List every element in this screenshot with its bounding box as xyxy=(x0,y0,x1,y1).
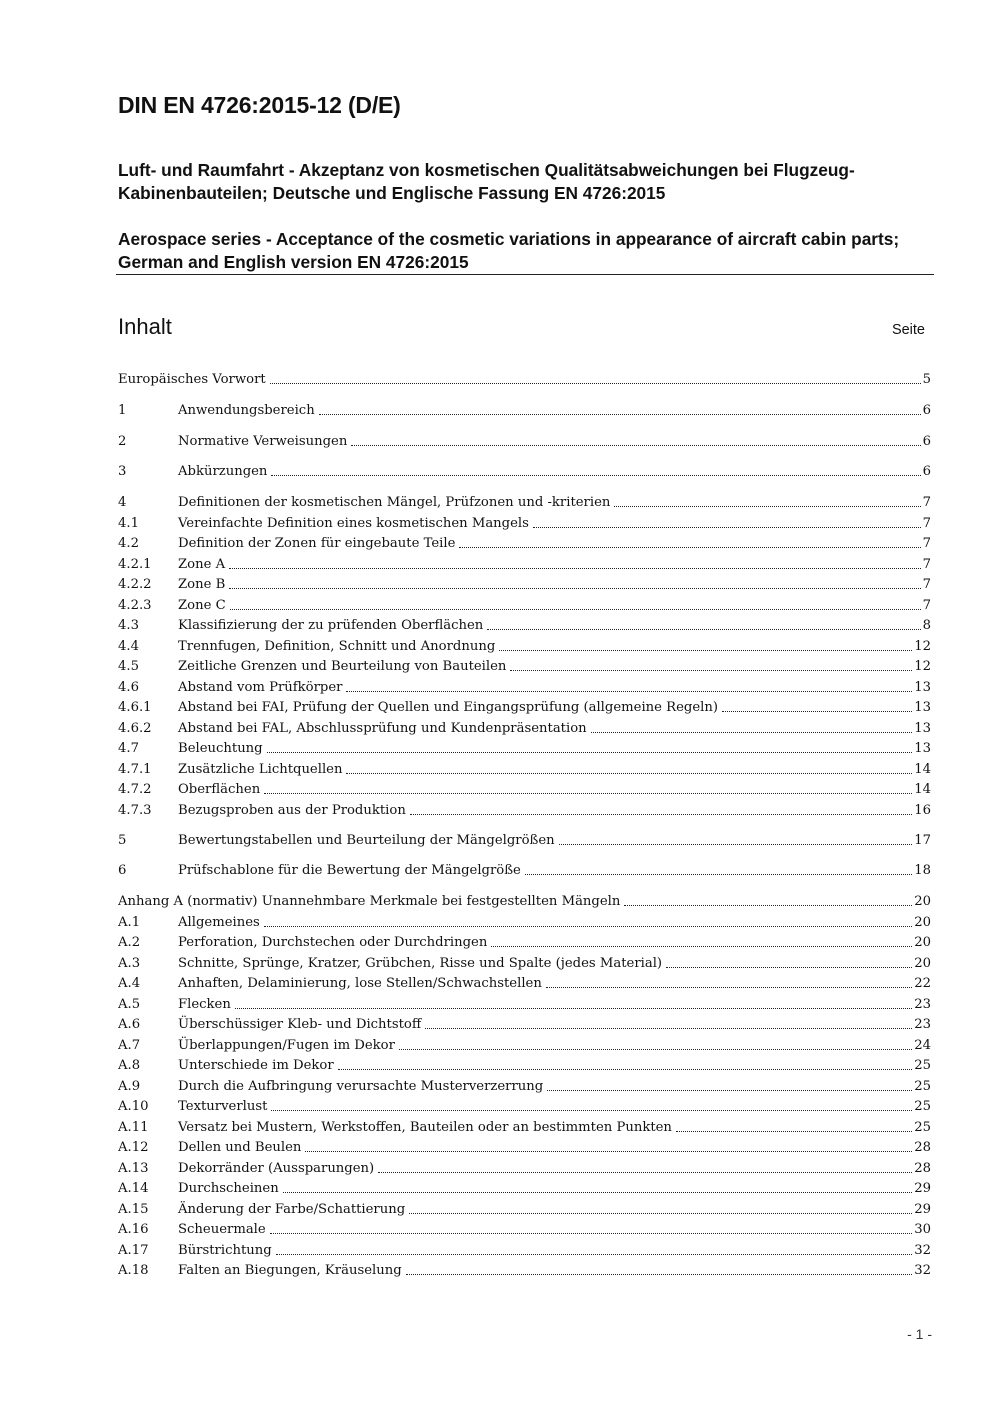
toc-entry-page: 32 xyxy=(914,1243,931,1258)
toc-entry-number: A.16 xyxy=(118,1222,149,1237)
toc-entry-number: 4.6.1 xyxy=(118,700,152,715)
toc-entry[interactable] xyxy=(118,760,931,780)
toc-entry[interactable] xyxy=(118,493,931,513)
toc-entry-number: A.8 xyxy=(118,1058,141,1073)
toc-entry-line xyxy=(178,1077,931,1097)
toc-entry-number: 4.7 xyxy=(118,741,139,756)
toc-entry-title: Perforation, Durchstechen oder Durchdringen xyxy=(178,935,488,950)
toc-entry[interactable] xyxy=(118,739,931,759)
toc-entry-title: Oberflächen xyxy=(178,782,261,797)
toc-entry-title: Texturverlust xyxy=(178,1099,268,1114)
toc-entry[interactable] xyxy=(118,780,931,800)
toc-entry-title: Allgemeines xyxy=(178,915,260,930)
toc-entry-page: 12 xyxy=(914,639,931,654)
toc-entry-number: A.11 xyxy=(118,1120,149,1135)
toc-dot-leader xyxy=(270,1220,913,1234)
toc-dot-leader xyxy=(346,678,912,692)
toc-entry-number: A.9 xyxy=(118,1079,141,1094)
toc-entry-page: 23 xyxy=(914,997,931,1012)
toc-entry-number: 4.5 xyxy=(118,659,139,674)
toc-dot-leader xyxy=(546,974,912,988)
toc-entry-line xyxy=(178,575,931,595)
toc-entry[interactable] xyxy=(118,1241,931,1261)
toc-entry-number: 3 xyxy=(118,464,127,479)
toc-entry-number: 4.1 xyxy=(118,516,139,531)
toc-entry-title: Scheuermale xyxy=(178,1222,266,1237)
toc-entry-page: 30 xyxy=(914,1222,931,1237)
toc-entry-number: A.12 xyxy=(118,1140,149,1155)
toc-entry-page: 20 xyxy=(914,935,931,950)
toc-entry-page: 25 xyxy=(914,1079,931,1094)
toc-entry-title: Versatz bei Mustern, Werkstoffen, Bauteilen oder an bestimmten Punkten xyxy=(178,1120,672,1135)
toc-dot-leader xyxy=(264,913,912,927)
toc-entry-title: Dellen und Beulen xyxy=(178,1140,302,1155)
toc-entry[interactable] xyxy=(118,974,931,994)
toc-entry-number: 4.2.1 xyxy=(118,557,152,572)
toc-entry[interactable] xyxy=(118,719,931,739)
toc-entry-number: 2 xyxy=(118,434,127,449)
header-divider xyxy=(116,274,934,275)
toc-dot-leader xyxy=(264,780,912,794)
toc-entry[interactable] xyxy=(118,1097,931,1117)
toc-entry-line xyxy=(178,1097,931,1117)
toc-dot-leader xyxy=(491,933,912,947)
toc-entry-page: 28 xyxy=(914,1140,931,1155)
toc-entry[interactable] xyxy=(118,913,931,933)
toc-entry[interactable] xyxy=(118,555,931,575)
toc-entry-title: Zeitliche Grenzen und Beurteilung von Bauteilen xyxy=(178,659,507,674)
toc-entry[interactable] xyxy=(118,1118,931,1138)
toc-entry-page: 25 xyxy=(914,1099,931,1114)
toc-entry-line xyxy=(178,995,931,1015)
toc-entry-line xyxy=(178,1200,931,1220)
toc-dot-leader xyxy=(425,1015,912,1029)
toc-entry[interactable] xyxy=(118,1138,931,1158)
toc-dot-leader xyxy=(346,760,912,774)
toc-entry-line xyxy=(178,913,931,933)
toc-entry-number: A.7 xyxy=(118,1038,141,1053)
toc-dot-leader xyxy=(459,534,920,548)
toc-entry-number: A.6 xyxy=(118,1017,141,1032)
toc-entry-line xyxy=(178,1220,931,1240)
toc-entry[interactable] xyxy=(118,514,931,534)
toc-entry[interactable] xyxy=(118,801,931,821)
toc-entry-page: 14 xyxy=(914,782,931,797)
toc-dot-leader xyxy=(614,493,920,507)
toc-page-column-label: Seite xyxy=(891,322,925,338)
toc-entry-page: 7 xyxy=(922,495,931,510)
toc-entry-title: Definition der Zonen für eingebaute Teile xyxy=(178,536,456,551)
title-english: Aerospace series - Acceptance of the cosmetic variations in appearance of aircraft cabin parts; German and English version EN 4726:2015 xyxy=(118,229,900,272)
toc-entry-number: 4.7.3 xyxy=(118,803,152,818)
toc-entry-line xyxy=(178,954,931,974)
toc-entry-line xyxy=(178,534,931,554)
toc-entry-page: 12 xyxy=(914,659,931,674)
toc-entry[interactable] xyxy=(118,1220,931,1240)
toc-entry-page: 7 xyxy=(922,577,931,592)
toc-entry-title: Zusätzliche Lichtquellen xyxy=(178,762,343,777)
toc-entry-line xyxy=(178,596,931,616)
toc-entry-number: 4.7.1 xyxy=(118,762,152,777)
toc-entry-line xyxy=(178,739,931,759)
toc-entry-title: Schnitte, Sprünge, Kratzer, Grübchen, Risse und Spalte (jedes Material) xyxy=(178,956,663,971)
toc-dot-leader xyxy=(406,1261,913,1275)
toc-entry-number: A.1 xyxy=(118,915,141,930)
toc-entry[interactable] xyxy=(118,1015,931,1035)
toc-entry-line xyxy=(178,1036,931,1056)
toc-entry-page: 16 xyxy=(914,803,931,818)
toc-entry-number: 4 xyxy=(118,495,127,510)
toc-entry-title: Dekorränder (Aussparungen) xyxy=(178,1161,375,1176)
toc-entry-line xyxy=(178,657,931,677)
toc-entry[interactable] xyxy=(118,575,931,595)
toc-entry-title: Normative Verweisungen xyxy=(178,434,348,449)
toc-entry[interactable] xyxy=(118,1077,931,1097)
toc-entry-line xyxy=(178,637,931,657)
toc-dot-leader xyxy=(525,861,912,875)
toc-entry-number: A.5 xyxy=(118,997,141,1012)
toc-entry-number: A.4 xyxy=(118,976,141,991)
toc-entry[interactable] xyxy=(118,462,931,482)
toc-entry-line xyxy=(178,1138,931,1158)
toc-entry-page: 25 xyxy=(914,1120,931,1135)
toc-entry-number: A.13 xyxy=(118,1161,149,1176)
toc-entry-page: 18 xyxy=(914,863,931,878)
toc-entry-title: Definitionen der kosmetischen Mängel, Prüfzonen und -kriterien xyxy=(178,495,611,510)
toc-dot-leader xyxy=(533,514,921,528)
toc-dot-leader xyxy=(305,1138,912,1152)
toc-entry-line xyxy=(178,678,931,698)
toc-entry-number: 4.3 xyxy=(118,618,139,633)
toc-entry-line xyxy=(118,892,931,912)
toc-entry[interactable] xyxy=(118,1261,931,1281)
toc-entry-title: Anwendungsbereich xyxy=(178,403,315,418)
toc-dot-leader xyxy=(410,801,912,815)
toc-entry-title: Klassifizierung der zu prüfenden Oberflächen xyxy=(178,618,484,633)
toc-entry-title: Unterschiede im Dekor xyxy=(178,1058,334,1073)
document-id: DIN EN 4726:2015-12 (D/E) xyxy=(118,92,401,118)
toc-entry-page: 7 xyxy=(922,516,931,531)
toc-entry-line xyxy=(178,801,931,821)
toc-entry-title: Abkürzungen xyxy=(178,464,268,479)
toc-entry-number: A.17 xyxy=(118,1243,149,1258)
toc-entry-line xyxy=(178,555,931,575)
toc-entry[interactable] xyxy=(118,995,931,1015)
toc-entry[interactable] xyxy=(118,637,931,657)
toc-entry-number: 4.2 xyxy=(118,536,139,551)
toc-dot-leader xyxy=(722,698,912,712)
toc-entry[interactable] xyxy=(118,861,931,881)
toc-entry-title: Europäisches Vorwort xyxy=(118,372,266,387)
toc-entry-line xyxy=(118,370,931,390)
toc-entry-title: Abstand bei FAL, Abschlussprüfung und Kundenpräsentation xyxy=(178,721,587,736)
toc-entry-title: Durch die Aufbringung verursachte Musterverzerrung xyxy=(178,1079,544,1094)
toc-dot-leader xyxy=(229,575,920,589)
page-number: - 1 - xyxy=(907,1326,932,1342)
toc-entry-page: 29 xyxy=(914,1202,931,1217)
toc-entry-number: 1 xyxy=(118,403,127,418)
toc-dot-leader xyxy=(230,596,921,610)
toc-entry-title: Beleuchtung xyxy=(178,741,263,756)
toc-entry-title: Überlappungen/Fugen im Dekor xyxy=(178,1038,395,1053)
toc-dot-leader xyxy=(399,1036,912,1050)
toc-entry-line xyxy=(178,514,931,534)
toc-dot-leader xyxy=(319,401,921,415)
toc-entry-title: Prüfschablone für die Bewertung der Mängelgröße xyxy=(178,863,521,878)
toc-entry-title: Vereinfachte Definition eines kosmetischen Mangels xyxy=(178,516,529,531)
toc-entry[interactable] xyxy=(118,678,931,698)
toc-entry[interactable] xyxy=(118,1036,931,1056)
toc-entry[interactable] xyxy=(118,432,931,452)
toc-dot-leader xyxy=(510,657,912,671)
toc-entry-title: Falten an Biegungen, Kräuselung xyxy=(178,1263,402,1278)
toc-dot-leader xyxy=(487,616,920,630)
toc-entry-page: 6 xyxy=(922,434,931,449)
toc-dot-leader xyxy=(547,1077,912,1091)
toc-entry-page: 7 xyxy=(922,536,931,551)
toc-dot-leader xyxy=(591,719,913,733)
toc-entry-page: 17 xyxy=(914,833,931,848)
toc-entry-page: 20 xyxy=(914,915,931,930)
toc-entry-line xyxy=(178,780,931,800)
toc-entry-line xyxy=(178,933,931,953)
toc-dot-leader xyxy=(271,462,920,476)
toc-entry-number: 4.6.2 xyxy=(118,721,152,736)
toc-dot-leader xyxy=(338,1056,913,1070)
toc-entry-line xyxy=(178,616,931,636)
toc-entry-page: 22 xyxy=(914,976,931,991)
toc-entry-page: 6 xyxy=(922,464,931,479)
toc-dot-leader xyxy=(624,892,912,906)
toc-entry-page: 13 xyxy=(914,741,931,756)
toc-entry-title: Zone A xyxy=(178,557,226,572)
toc-entry-page: 8 xyxy=(922,618,931,633)
toc-entry[interactable] xyxy=(118,1179,931,1199)
toc-entry[interactable] xyxy=(118,954,931,974)
toc-entry-number: 6 xyxy=(118,863,127,878)
toc-entry[interactable] xyxy=(118,401,931,421)
toc-entry-number: A.15 xyxy=(118,1202,149,1217)
toc-entry-title: Anhaften, Delaminierung, lose Stellen/Schwachstellen xyxy=(178,976,542,991)
toc-entry[interactable] xyxy=(118,657,931,677)
toc-entry[interactable] xyxy=(118,892,931,912)
toc-entry-line xyxy=(178,719,931,739)
toc-entry-line xyxy=(178,1015,931,1035)
toc-dot-leader xyxy=(271,1097,912,1111)
toc-entry-number: 4.2.2 xyxy=(118,577,152,592)
toc-entry-title: Zone B xyxy=(178,577,226,592)
toc-entry-line xyxy=(178,974,931,994)
toc-entry-line xyxy=(178,1159,931,1179)
toc-entry-title: Anhang A (normativ) Unannehmbare Merkmale bei festgestellten Mängeln xyxy=(118,894,621,909)
toc-entry-number: A.3 xyxy=(118,956,141,971)
toc-entry-page: 6 xyxy=(922,403,931,418)
toc-entry-line xyxy=(178,432,931,452)
toc-entry[interactable] xyxy=(118,1056,931,1076)
toc-entry-title: Durchscheinen xyxy=(178,1181,279,1196)
toc-dot-leader xyxy=(267,739,913,753)
toc-dot-leader xyxy=(666,954,912,968)
toc-entry-page: 13 xyxy=(914,680,931,695)
toc-dot-leader xyxy=(409,1200,912,1214)
toc-entry-page: 25 xyxy=(914,1058,931,1073)
toc-entry-line xyxy=(178,462,931,482)
toc-entry-line xyxy=(178,1118,931,1138)
toc-entry-title: Änderung der Farbe/Schattierung xyxy=(178,1202,406,1217)
toc-entry-line xyxy=(178,1261,931,1281)
toc-dot-leader xyxy=(499,637,912,651)
toc-entry[interactable] xyxy=(118,534,931,554)
toc-dot-leader xyxy=(351,432,920,446)
toc-entry-number: A.18 xyxy=(118,1263,149,1278)
toc-entry-number: A.2 xyxy=(118,935,141,950)
toc-entry[interactable] xyxy=(118,831,931,851)
toc-entry-page: 32 xyxy=(914,1263,931,1278)
toc-entry-page: 13 xyxy=(914,721,931,736)
toc-entry-number: 4.7.2 xyxy=(118,782,152,797)
toc-entry-line xyxy=(178,401,931,421)
toc-entry-page: 24 xyxy=(914,1038,931,1053)
toc-entry[interactable] xyxy=(118,596,931,616)
toc-entry-number: A.14 xyxy=(118,1181,149,1196)
toc-entry-line xyxy=(178,831,931,851)
toc-entry-page: 7 xyxy=(922,557,931,572)
title-german: Luft- und Raumfahrt - Akzeptanz von kosmetischen Qualitätsabweichungen bei Flugzeug-Kabinenbauteilen; Deutsche und Englische Fassung EN 4726:2015 xyxy=(118,160,855,203)
toc-entry-page: 28 xyxy=(914,1161,931,1176)
toc-entry-title: Flecken xyxy=(178,997,231,1012)
toc-entry-line xyxy=(178,1179,931,1199)
toc-dot-leader xyxy=(270,370,921,384)
toc-entry-page: 20 xyxy=(914,894,931,909)
toc-entry-title: Zone C xyxy=(178,598,226,613)
toc-entry[interactable] xyxy=(118,1200,931,1220)
toc-entry[interactable] xyxy=(118,698,931,718)
toc-dot-leader xyxy=(559,831,913,845)
toc-entry[interactable] xyxy=(118,370,931,390)
toc-entry-page: 5 xyxy=(922,372,931,387)
toc-entry[interactable] xyxy=(118,1159,931,1179)
toc-entry-title: Bürstrichtung xyxy=(178,1243,272,1258)
toc-entry-number: 4.2.3 xyxy=(118,598,152,613)
toc-entry-title: Bezugsproben aus der Produktion xyxy=(178,803,406,818)
toc-entry-page: 13 xyxy=(914,700,931,715)
toc-entry-title: Trennfugen, Definition, Schnitt und Anordnung xyxy=(178,639,496,654)
toc-entry-line xyxy=(178,493,931,513)
toc-entry-number: 4.6 xyxy=(118,680,139,695)
toc-dot-leader xyxy=(283,1179,913,1193)
toc-dot-leader xyxy=(276,1241,913,1255)
toc-entry-title: Abstand bei FAI, Prüfung der Quellen und Eingangsprüfung (allgemeine Regeln) xyxy=(178,700,718,715)
toc-entry-line xyxy=(178,861,931,881)
toc-entry-line xyxy=(178,698,931,718)
toc-entry-number: A.10 xyxy=(118,1099,149,1114)
toc-entry-page: 23 xyxy=(914,1017,931,1032)
toc-entry-page: 14 xyxy=(914,762,931,777)
toc-entry-title: Abstand vom Prüfkörper xyxy=(178,680,343,695)
toc-entry-number: 4.4 xyxy=(118,639,139,654)
toc-entry[interactable] xyxy=(118,616,931,636)
toc-dot-leader xyxy=(229,555,920,569)
toc-entry-line xyxy=(178,1241,931,1261)
toc-entry-number: 5 xyxy=(118,833,127,848)
toc-entry-title: Überschüssiger Kleb- und Dichtstoff xyxy=(178,1017,422,1032)
toc-entry-line xyxy=(178,1056,931,1076)
toc-dot-leader xyxy=(676,1118,912,1132)
toc-entry-title: Bewertungstabellen und Beurteilung der Mängelgrößen xyxy=(178,833,555,848)
toc-entry-page: 29 xyxy=(914,1181,931,1196)
toc-entry-page: 20 xyxy=(914,956,931,971)
toc-entry-page: 7 xyxy=(922,598,931,613)
toc-dot-leader xyxy=(235,995,912,1009)
toc-heading: Inhalt xyxy=(118,314,172,339)
toc-entry-line xyxy=(178,760,931,780)
toc-entry[interactable] xyxy=(118,933,931,953)
toc-dot-leader xyxy=(378,1159,912,1173)
